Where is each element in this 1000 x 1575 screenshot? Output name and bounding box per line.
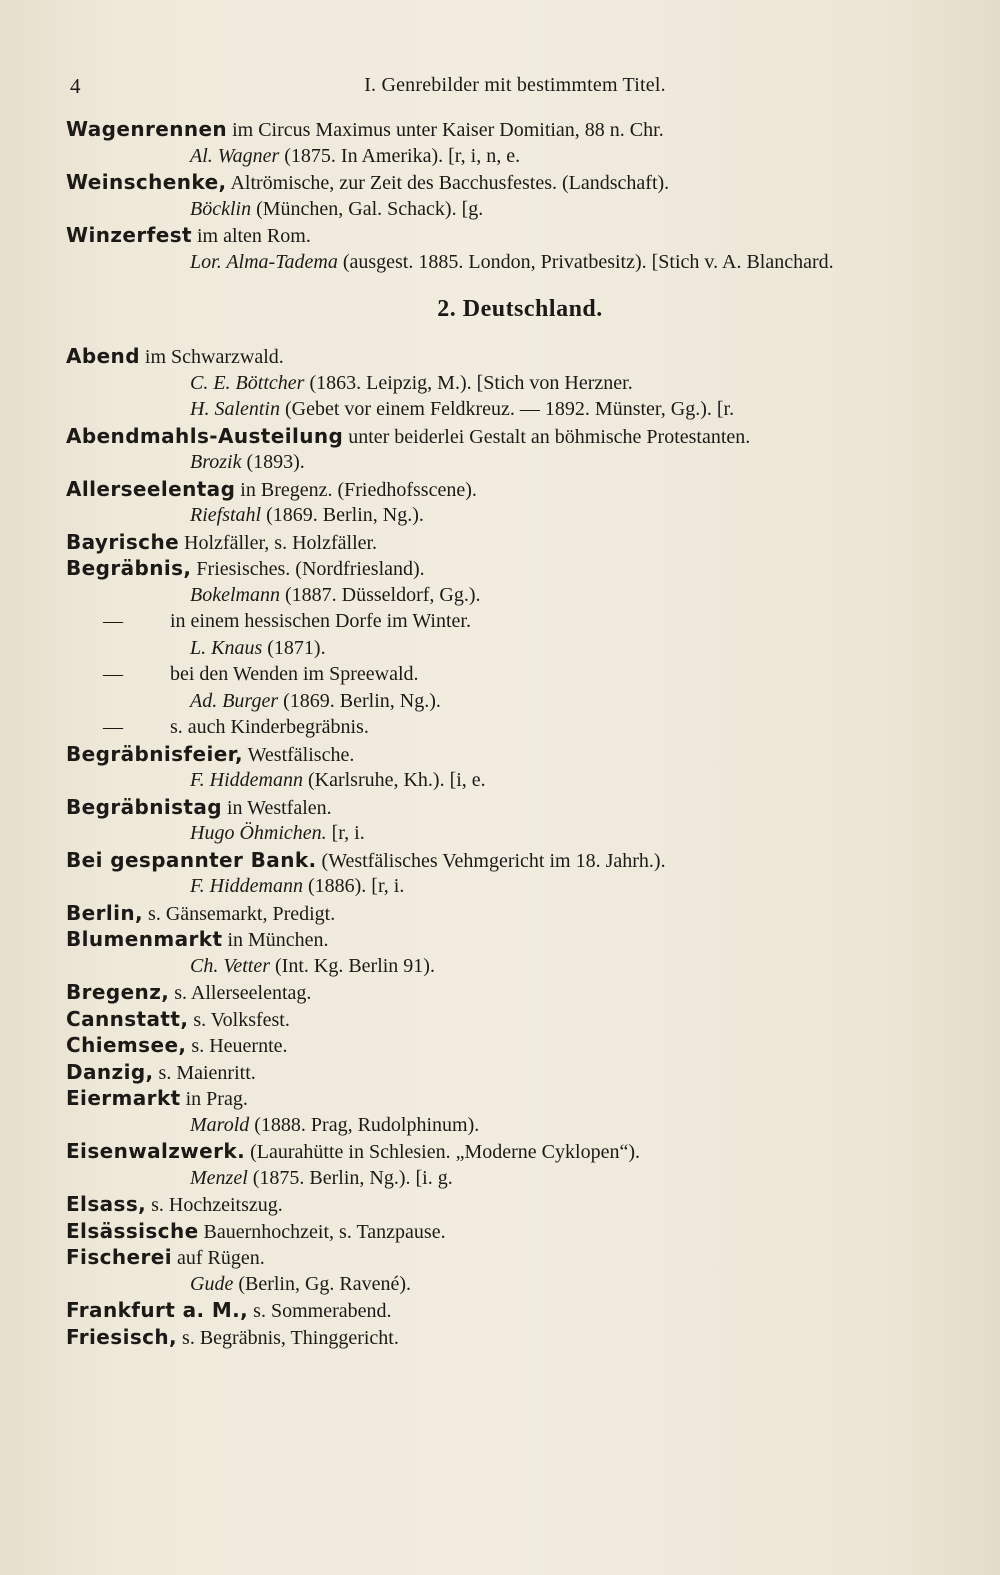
entry-source-row <box>0 873 1000 900</box>
artist-name: F. Hiddemann <box>190 769 303 791</box>
entry-keyword: Cannstatt, <box>66 1006 189 1031</box>
source-details: (1875. Berlin, Ng.). [i. g. <box>247 1166 453 1189</box>
source-details: (Gebet vor einem Feldkreuz. — 1892. Münster, Gg.). [r. <box>280 398 735 420</box>
entry-description: (Laurahütte in Schlesien. „Moderne Cyklopen“). <box>245 1141 640 1163</box>
entry-heading-row <box>0 529 1000 556</box>
entry-source-row <box>0 449 1000 476</box>
entry-source-row <box>0 953 1000 980</box>
entry-description: auf Rügen. <box>171 1247 265 1269</box>
section-title: 2. Deutschland. <box>437 296 603 322</box>
entry-heading-row <box>0 476 1000 503</box>
entry-source-row <box>0 767 1000 794</box>
entry-keyword: Begräbnistag <box>66 794 222 819</box>
artist-name: H. Salentin <box>190 398 280 420</box>
entry-keyword: Begräbnis, <box>66 556 192 580</box>
source-details: (1875. In Amerika). [r, i, n, e. <box>279 144 521 167</box>
source-details: (1869. Berlin, Ng.). <box>261 504 424 526</box>
entry-description: in Bregenz. (Friedhofsscene). <box>235 478 477 501</box>
artist-name: Brozik <box>190 451 242 473</box>
entry-heading-row <box>0 423 1000 450</box>
entry-keyword: Bregenz, <box>66 980 170 1004</box>
entry-heading-row <box>0 979 1000 1006</box>
entry-keyword: Abendmahls-Austeilung <box>66 423 344 448</box>
entry-heading-row <box>0 900 1000 927</box>
entry-description: s. Allerseelentag. <box>169 982 312 1004</box>
entry-keyword: Bei gespannter Bank. <box>66 847 317 872</box>
entry-description: s. Gänsemarkt, Predigt. <box>143 902 336 925</box>
entry-source-row <box>0 396 1000 423</box>
entry-description: s. Hochzeitszug. <box>146 1194 283 1216</box>
source-details: (1887. Düsseldorf, Gg.). <box>279 583 481 606</box>
entry-heading-row <box>0 1006 1000 1033</box>
entry-source-row <box>0 582 1000 609</box>
entry-keyword: Frankfurt a. M., <box>66 1298 249 1322</box>
entry-heading-row <box>0 1297 1000 1324</box>
entry-description: Friesisches. (Nordfriesland). <box>191 558 425 580</box>
artist-name: L. Knaus <box>190 636 263 659</box>
entry-description: Bauernhochzeit, s. Tanzpause. <box>198 1220 446 1243</box>
artist-name: Ad. Burger <box>190 689 279 712</box>
entry-heading-row <box>0 1138 1000 1165</box>
entry-description: (Westfälisches Vehmgericht im 18. Jahrh.). <box>316 849 666 872</box>
entry-source-row <box>0 1112 1000 1139</box>
running-title: I. Genrebilder mit bestimmtem Titel. <box>364 74 666 96</box>
source-details: (Karlsruhe, Kh.). [i, e. <box>302 769 486 791</box>
entry-description: Altrömische, zur Zeit des Bacchusfestes. (Landschaft). <box>226 172 670 194</box>
entry-heading-row <box>0 1059 1000 1086</box>
artist-name: Al. Wagner <box>190 144 280 167</box>
source-details: (1886). [r, i. <box>302 875 405 897</box>
entry-source-row <box>0 1165 1000 1192</box>
entry-keyword: Chiemsee, <box>66 1033 187 1057</box>
entry-heading-row <box>0 847 1000 874</box>
entry-description: im Circus Maximus unter Kaiser Domitian, 88 n. Chr. <box>227 119 664 141</box>
page-header <box>0 74 1000 104</box>
entry-description: in München. <box>222 929 329 951</box>
entry-heading-row <box>0 1032 1000 1059</box>
source-details: (1863. Leipzig, M.). [Stich von Herzner. <box>304 371 633 394</box>
source-details: [r, i. <box>326 822 365 844</box>
entry-keyword: Weinschenke, <box>66 170 227 194</box>
entry-keyword: Abend <box>66 344 140 368</box>
entry-heading-row <box>0 1085 1000 1112</box>
artist-name: C. E. Böttcher <box>190 371 305 394</box>
repeat-dash: — <box>103 663 123 685</box>
entry-heading-row <box>0 1191 1000 1218</box>
entry-source-row <box>0 370 1000 397</box>
entry-description: s. Heuernte. <box>186 1035 288 1057</box>
entry-heading-row <box>0 741 1000 768</box>
entry-heading-row <box>0 343 1000 370</box>
repeat-dash: — <box>103 610 123 632</box>
entry-source-row <box>0 820 1000 847</box>
artist-name: Menzel <box>190 1166 248 1189</box>
artist-name: Gude <box>190 1272 234 1295</box>
artist-name: Bokelmann <box>190 583 280 606</box>
entry-heading-row <box>0 1324 1000 1351</box>
entry-keyword: Blumenmarkt <box>66 927 223 951</box>
source-details: (1869. Berlin, Ng.). <box>278 689 441 712</box>
artist-name: Ch. Vetter <box>190 954 270 977</box>
subitem-text: bei den Wenden im Spreewald. <box>170 663 419 685</box>
entry-keyword: Elsässische <box>66 1218 199 1243</box>
entry-keyword: Eisenwalzwerk. <box>66 1139 246 1163</box>
entry-description: s. Volksfest. <box>188 1008 290 1031</box>
artist-name: Lor. Alma-Tadema <box>190 250 338 273</box>
entry-keyword: Elsass, <box>66 1192 147 1216</box>
entry-list <box>0 116 1000 1350</box>
entry-description: im alten Rom. <box>191 225 311 247</box>
entry-source-row <box>0 502 1000 529</box>
entry-subitem-row <box>0 714 1000 741</box>
entry-description: s. Sommerabend. <box>248 1300 392 1322</box>
source-details: (München, Gal. Schack). [g. <box>251 197 484 220</box>
repeat-dash: — <box>103 716 123 738</box>
entry-heading-row <box>0 169 1000 196</box>
source-details: (1888. Prag, Rudolphinum). <box>249 1113 480 1136</box>
entry-keyword: Eiermarkt <box>66 1086 181 1110</box>
entry-heading-row <box>0 1218 1000 1245</box>
entry-keyword: Wagenrennen <box>66 117 228 141</box>
entry-keyword: Berlin, <box>66 900 144 925</box>
entry-description: Westfälische. <box>243 743 355 766</box>
entry-heading-row <box>0 222 1000 249</box>
entry-subitem-row <box>0 608 1000 635</box>
entry-heading-row <box>0 926 1000 953</box>
entry-source-row <box>0 688 1000 715</box>
entry-heading-row <box>0 116 1000 143</box>
entry-source-row <box>0 249 1000 276</box>
entry-keyword: Allerseelentag <box>66 476 236 501</box>
entry-description: im Schwarzwald. <box>139 346 284 368</box>
entry-source-row <box>0 143 1000 170</box>
entry-keyword: Fischerei <box>66 1245 172 1269</box>
entry-source-row <box>0 1271 1000 1298</box>
artist-name: F. Hiddemann <box>190 875 303 897</box>
artist-name: Hugo Öhmichen. <box>190 822 327 844</box>
artist-name: Marold <box>190 1113 250 1136</box>
entry-source-row <box>0 635 1000 662</box>
artist-name: Böcklin <box>190 197 252 220</box>
entry-keyword: Winzerfest <box>66 223 192 247</box>
entry-heading-row <box>0 555 1000 582</box>
entry-subitem-row <box>0 661 1000 688</box>
source-details: (Berlin, Gg. Ravené). <box>233 1272 412 1295</box>
entry-description: s. Begräbnis, Thinggericht. <box>177 1326 399 1349</box>
subitem-text: s. auch Kinderbegräbnis. <box>170 716 369 738</box>
entry-description: Holzfäller, s. Holzfäller. <box>179 531 378 554</box>
entry-description: in Prag. <box>180 1088 248 1110</box>
source-details: (1871). <box>262 636 326 659</box>
entry-description: unter beiderlei Gestalt an böhmische Protestanten. <box>343 425 751 448</box>
source-details: (1893). <box>241 451 305 473</box>
entry-heading-row <box>0 1244 1000 1271</box>
entry-keyword: Bayrische <box>66 529 180 554</box>
subitem-text: in einem hessischen Dorfe im Winter. <box>170 610 471 632</box>
entry-keyword: Begräbnisfeier, <box>66 741 244 766</box>
entry-keyword: Danzig, <box>66 1059 154 1084</box>
entry-source-row <box>0 196 1000 223</box>
entry-description: in Westfalen. <box>221 796 332 819</box>
entry-keyword: Friesisch, <box>66 1324 178 1349</box>
entry-heading-row <box>0 794 1000 821</box>
source-details: (ausgest. 1885. London, Privatbesitz). [Stich v. A. Blanchard. <box>337 250 834 273</box>
entry-description: s. Maienritt. <box>153 1061 256 1084</box>
source-details: (Int. Kg. Berlin 91). <box>270 954 435 977</box>
artist-name: Riefstahl <box>190 504 262 526</box>
page-number: 4 <box>70 74 81 98</box>
